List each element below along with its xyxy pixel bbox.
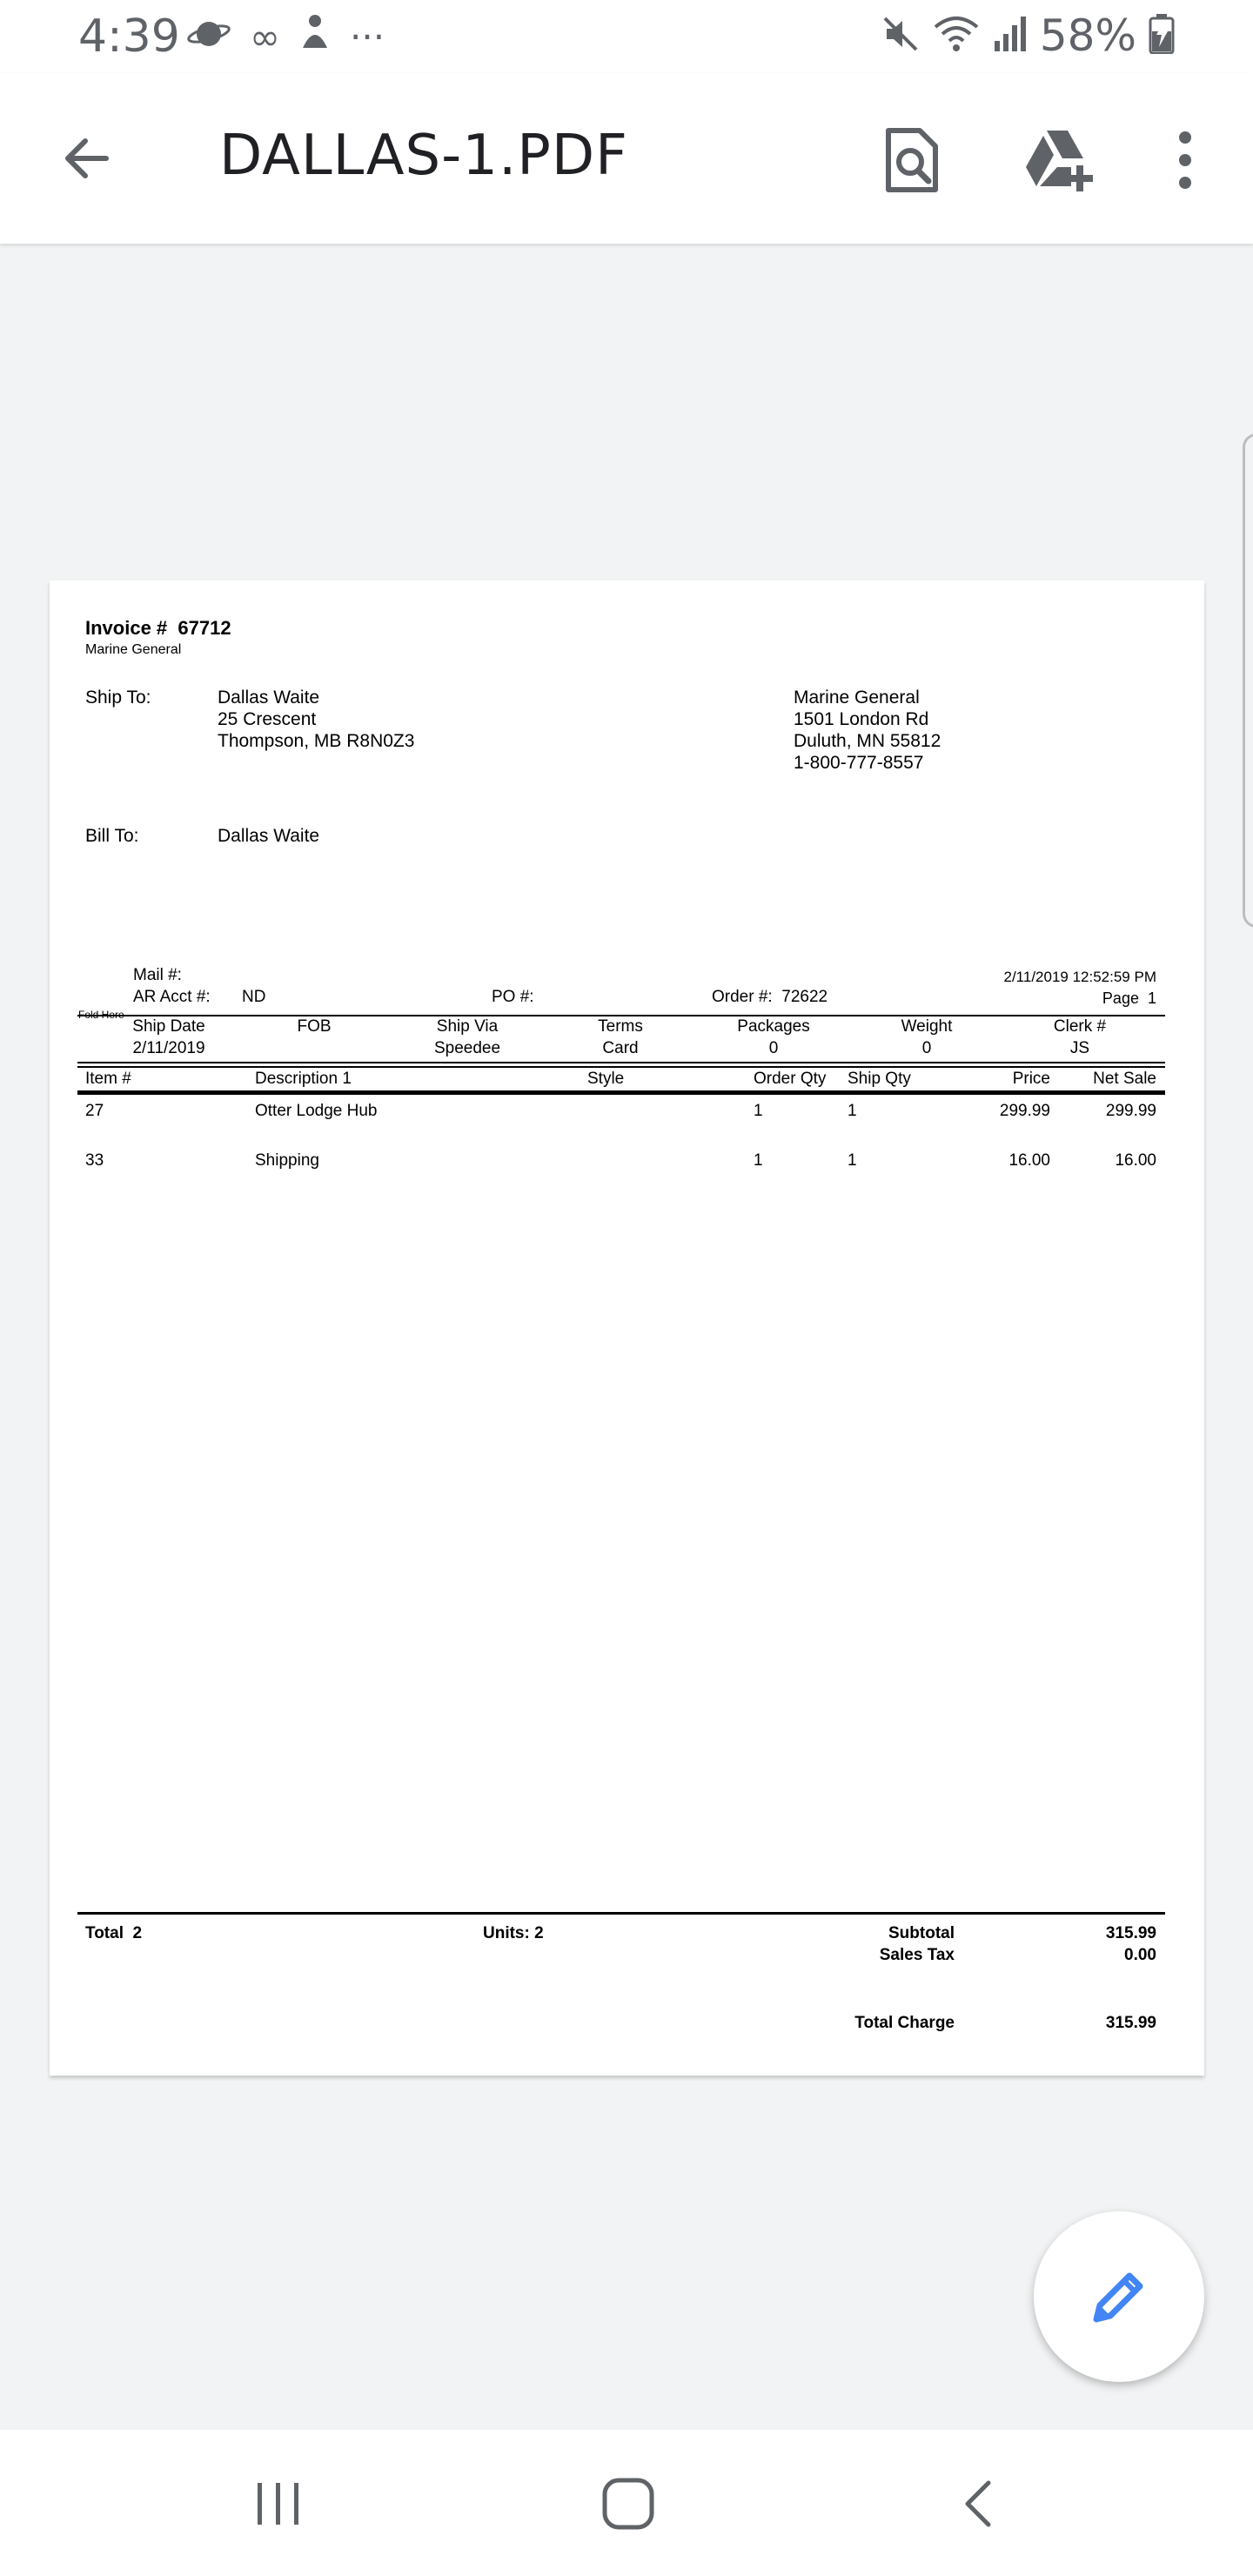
item-price: 16.00 [1008,1151,1050,1170]
app-bar [0,73,1253,244]
nav-back-button[interactable] [926,2465,1030,2543]
net-sale-header: Net Sale [1093,1070,1156,1088]
sales-tax-value: 0.00 [1124,1946,1156,1964]
ship-to-line-3: Thompson, MB R8N0Z3 [218,731,415,751]
item-number: 33 [85,1151,104,1170]
style-header: Style [587,1070,625,1088]
back-button[interactable] [49,120,125,197]
total-items: Total 2 [85,1924,143,1942]
fast-scroll-handle[interactable] [1243,433,1253,928]
clerk-value: JS [1069,1039,1090,1057]
mail-label: Mail #: [133,966,182,984]
battery-charging-icon [1149,14,1175,57]
signal-icon [993,15,1028,57]
edit-pencil-icon [1088,2265,1150,2328]
weight-value: 0 [921,1039,932,1057]
price-header: Price [1012,1070,1050,1088]
find-in-document-button[interactable] [870,118,954,202]
ar-acct-value: ND [242,988,266,1006]
subtotal-value: 315.99 [1105,1924,1156,1942]
notification-icon [299,13,331,60]
subtotal-label: Subtotal [888,1924,955,1942]
item-order-qty: 1 [754,1102,763,1120]
sales-tax-label: Sales Tax [879,1946,955,1964]
divider [77,1090,1165,1095]
item-number: 27 [85,1102,104,1120]
clerk-header: Clerk # [1053,1017,1107,1036]
infinity-icon: ∞ [250,15,280,58]
packages-value: 0 [768,1039,779,1057]
item-net-sale: 16.00 [1115,1151,1156,1170]
more-dots-icon: ··· [350,15,385,58]
item-description: Otter Lodge Hub [255,1102,378,1120]
item-ship-qty: 1 [848,1102,857,1120]
total-charge-label: Total Charge [854,2014,955,2032]
ship-date-value: 2/11/2019 [132,1039,205,1057]
status-time: 4:39 [78,10,180,63]
more-options-icon [1175,129,1196,191]
divider [77,1062,1165,1063]
ship-via-header: Ship Via [436,1017,499,1036]
total-units: Units: 2 [483,1924,544,1942]
document-title: DALLAS-1.PDF [219,124,628,188]
fob-header: FOB [297,1017,332,1036]
terms-header: Terms [598,1017,643,1036]
page-number: Page 1 [1102,989,1156,1007]
vendor-line-3: Duluth, MN 55812 [794,731,941,751]
recents-button[interactable] [226,2465,331,2543]
po-label: PO #: [492,988,534,1006]
navigation-bar [0,2430,1253,2576]
ship-to-label: Ship To: [85,688,151,708]
home-icon [601,2477,655,2531]
ship-qty-header: Ship Qty [848,1070,911,1088]
fold-here-label: Fold Here [78,1009,124,1021]
item-description: Shipping [255,1151,319,1170]
vendor-line-2: 1501 London Rd [794,709,929,729]
recents-icon [252,2479,305,2528]
vendor-line-1: Marine General [794,688,920,708]
ship-via-value: Speedee [433,1039,501,1057]
order-number: Order #: 72622 [712,988,828,1006]
more-options-button[interactable] [1143,118,1227,202]
bill-to-name: Dallas Waite [218,826,320,846]
arrow-back-icon [59,131,115,186]
packages-header: Packages [737,1017,810,1036]
battery-percent: 58% [1039,10,1136,61]
pdf-page [50,580,1204,2076]
vendor-line-4: 1-800-777-8557 [794,753,924,773]
invoice-title: Invoice # 67712 [85,617,231,639]
bill-to-label: Bill To: [85,826,139,846]
total-charge-value: 315.99 [1105,2014,1156,2032]
add-to-drive-icon [1022,129,1097,191]
mute-icon [881,15,920,57]
item-order-qty: 1 [754,1151,763,1170]
weight-header: Weight [901,1017,953,1036]
item-net-sale: 299.99 [1105,1102,1156,1120]
divider [77,1912,1165,1915]
invoice-company: Marine General [85,642,182,657]
item-number-header: Item # [85,1070,131,1088]
ship-to-line-1: Dallas Waite [218,688,320,708]
back-icon [961,2478,995,2530]
description-header: Description 1 [255,1070,352,1088]
find-in-document-icon [883,127,941,193]
order-qty-header: Order Qty [754,1070,827,1088]
invoice-datetime: 2/11/2019 12:52:59 PM [1003,969,1156,985]
add-to-drive-button[interactable] [1018,118,1102,202]
samsung-internet-icon [187,15,231,58]
terms-value: Card [602,1039,639,1057]
edit-button[interactable] [1034,2211,1204,2382]
ar-acct-label: AR Acct #: [133,988,211,1006]
item-ship-qty: 1 [848,1151,857,1170]
status-bar [0,0,1253,73]
item-price: 299.99 [999,1102,1050,1120]
ship-date-header: Ship Date [132,1017,205,1036]
ship-to-line-2: 25 Crescent [218,709,317,729]
wifi-icon [932,15,981,57]
home-button[interactable] [576,2465,680,2543]
